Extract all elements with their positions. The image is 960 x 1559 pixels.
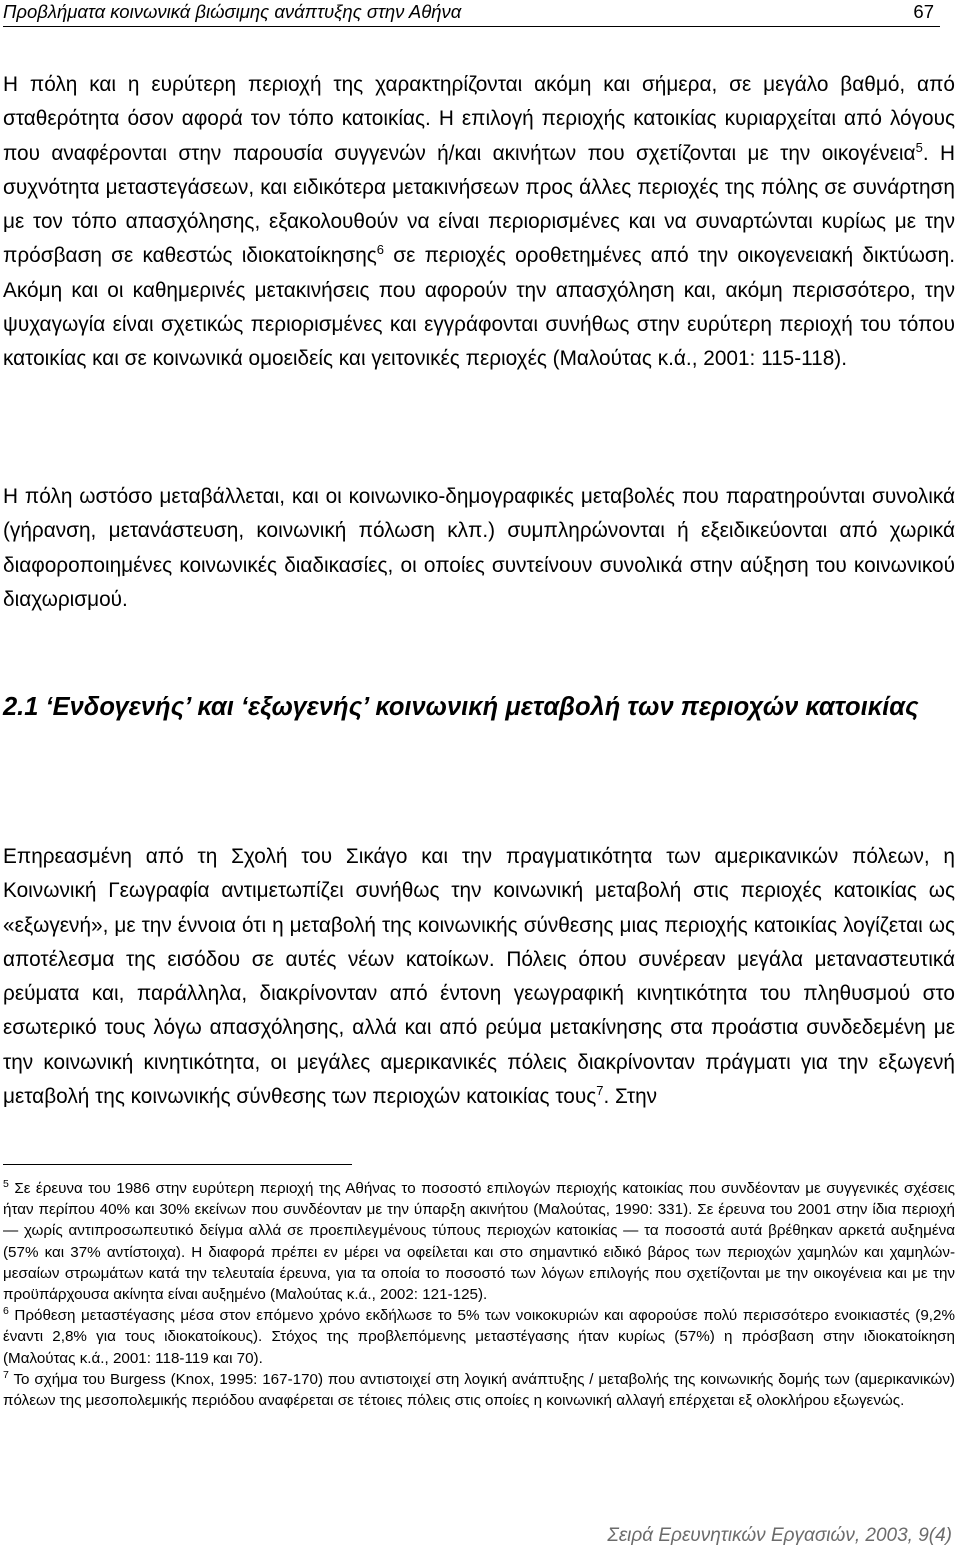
footnotes [3,1178,955,1411]
footnote-6 [3,1305,955,1369]
footnote-5 [3,1178,955,1305]
footnote-number: 5 [3,1178,9,1190]
paragraph-3-text-a: Επηρεασμένη από τη Σχολή του Σικάγο και την πραγματικότητα των αμερικανικών πόλεων, η Κοινωνική Γεωγραφία αντιμετωπίζει συνήθως την κοινωνική μεταβολή στις περιοχές κατοικίας ως «εξωγενή», με την έννοια ότι η μεταβολή της κοινωνικής σύνθεσης μιας περιοχής κατοικίας λογίζεται ως αποτέλεσμα της εισόδου σε αυτές νέων κατοίκων. Πόλεις όπου συνέρεαν μεγάλα μεταναστευτικά ρεύματα και, παράλληλα, διακρίνονταν από έντονη γεωγραφική κινητικότητα του πληθυσμού στο εσωτερικό τους λόγω απασχόλησης, αλλά και από ρεύμα μετακίνησης στα προάστια συνδεδεμένη με την κοινωνική κινητικότητα, οι μεγάλες αμερικανικές πόλεις διακρίνονταν πράγματι για την εξωγενή μεταβολή της κοινωνικής σύνθεσης των περιοχών κατοικίας τους [3,845,955,1109]
footnote-ref-7[interactable]: 7 [596,1083,604,1099]
footnote-separator [3,1164,352,1165]
paragraph-1-text-c: σε περιοχές οροθετημένες από την οικογενειακή δικτύωση. Ακόμη και οι καθημερινές μετακινήσεις που αφορούν την απασχόληση και, ακόμη περισσότερο, την ψυχαγωγία είναι σχετικώς περιορισμένες και εγγράφονται συνήθως στην ευρύτερη περιοχή του τόπου κατοικίας και σε κοινωνικά ομοειδείς και γειτονικές περιοχές (Μαλούτας κ.ά., 2001: 115-118). [3,244,956,371]
section-heading: 2.1 ‘Ενδογενής’ και ‘εξωγενής’ κοινωνική μεταβολή των περιοχών κατοικίας [3,693,919,721]
body-paragraph-1 [3,68,955,377]
footnote-number: 6 [3,1305,9,1318]
body-paragraph-3 [3,840,955,1114]
paragraph-3-text-b: . Στην [603,1085,658,1109]
footnote-text: Πρόθεση μεταστέγασης μέσα στον επόμενο χρόνο εκδήλωσε το 5% των νοικοκυριών και αφορούσε πολύ περισσότερο ενοικιαστές (9,2% έναντι 2,8% για τους ιδιοκατοίκους). Στόχος της προβλεπόμενης μεταστέγασης ήταν κυρίως (57%) η πρόσβαση στην ιδιοκατοίκηση (Μαλούτας κ.ά., 2001: 118-119 και 70). [3,1307,955,1367]
footnote-text: Το σχήμα του Burgess (Knox, 1995: 167-170) που αντιστοιχεί στη λογική ανάπτυξης / μεταβολής της κοινωνικής δομής των (αμερικανικών) πόλεων της μεσοπολεμικής περιόδου αναφέρεται σε τέτοιες πόλεις στις οποίες η κοινωνική αλλαγή επέρχεται εξ ολοκλήρου εξωγενώς. [3,1370,955,1410]
footnote-text: Σε έρευνα του 1986 στην ευρύτερη περιοχή της Αθήνας το ποσοστό επιλογών περιοχής κατοικίας που συνδέονταν με συγγενικές σχέσεις ήταν περίπου 40% και 30% εκείνων που συνδέονταν με την ύπαρξη ακινήτου (Μαλούτας, 1990: 331). Σε έρευνα του 2001 στην ίδια περιοχή — χωρίς αντιπροσωπευτικό δείγμα αλλά σε προεπιλεγμένους τύπους περιοχών κατοικίας — τα ποσοστά αυτά βρέθηκαν αρκετά αυξημένα (57% και 37% αντίστοιχα). Η διαφορά πρέπει εν μέρει να οφείλεται και στο σημαντικό ειδικό βάρος των περιοχών χαμηλών και χαμηλών-μεσαίων στρωμάτων κατά την τελευταία έρευνα, για τα οποία το ποσοστό των λόγων επιλογής που σχετίζονται με την οικογένεια και με την προϋπάρχουσα ακίνητα είναι αυξημένο (Μαλούτας κ.ά., 2002: 121-125). [3,1180,955,1304]
running-header-title: Προβλήματα κοινωνικά βιώσιμης ανάπτυξης στην Αθήνα [3,1,462,22]
footnote-ref-5[interactable]: 5 [915,139,923,155]
footnote-7 [3,1369,955,1411]
page-number: 67 [913,1,934,22]
footnote-ref-6[interactable]: 6 [376,242,385,258]
paragraph-1-text-a: Η πόλη και η ευρύτερη περιοχή της χαρακτηρίζονται ακόμη και σήμερα, σε μεγάλο βαθμό, από σταθερότητα όσον αφορά τον τόπο κατοικίας. Η επιλογή περιοχής κατοικίας κυριαρχείται από λόγους που αναφέρονται στην παρουσία συγγενών ή/και ακινήτων που σχετίζονται με την οικογένεια [3,73,955,165]
footnote-number: 7 [3,1368,9,1381]
running-header [3,2,940,27]
body-paragraph-2: Η πόλη ωστόσο μεταβάλλεται, και οι κοινωνικο-δημογραφικές μεταβολές που παρατηρούνται συνολικά (γήρανση, μετανάστευση, κοινωνική πόλωση κλπ.) συμπληρώνονται ή εξειδικεύονται από χωρικά διαφοροποιημένες κοινωνικές διαδικασίες, οι οποίες συντείνουν συνολικά στην αύξηση του κοινωνικού διαχωρισμού. [3,485,955,611]
paragraph-1-text-b: . Η συχνότητα μεταστεγάσεων, και ειδικότερα μετακινήσεων προς άλλες περιοχές της πόλης σε συνάρτηση με τον τόπο απασχόλησης, εξακολουθούν να είναι περιορισμένες και να συναρτώνται κυρίως με την πρόσβαση σε καθεστώς ιδιοκατοίκησης [3,141,956,268]
series-footer: Σειρά Ερευνητικών Εργασιών, 2003, 9(4) [607,1525,952,1546]
